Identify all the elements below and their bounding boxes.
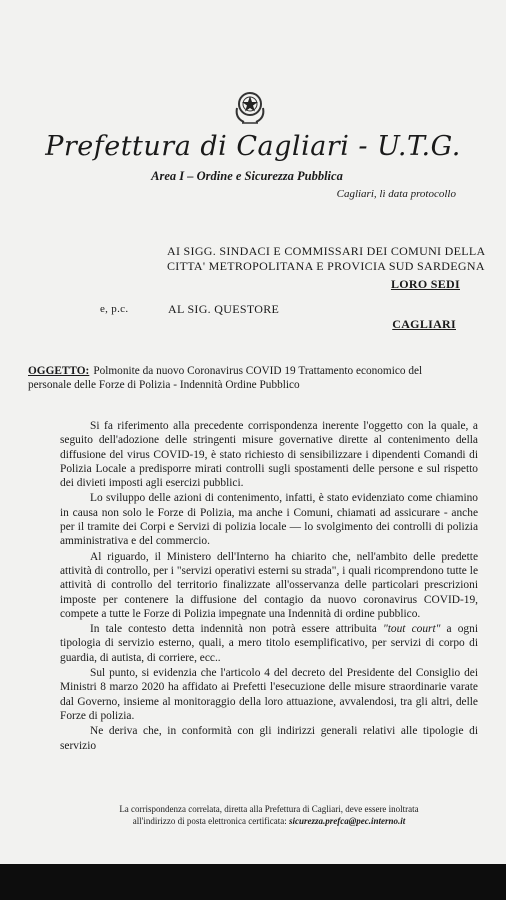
paragraph-4 [60,622,478,665]
paragraph-5: Sul punto, si evidenzia che l'articolo 4 del decreto del Presidente del Consiglio dei Ministri 8 marzo 2020 ha affidato ai Prefetti l'esecuzione delle misure straordinarie varate dal Governo, insieme al monitoraggio della loro attuazione, avvalendosi, tra gli altri, delle Forze di polizia. [60,667,478,722]
recipient-line-2: CITTA' METROPOLITANA E PROVICIA SUD SARDEGNA [167,259,485,273]
italian-republic-emblem-icon [232,86,268,126]
recipient-line-1: AI SIGG. SINDACI E COMMISSARI DEI COMUNI DELLA [167,244,486,258]
letter-body [60,419,478,754]
paragraph-4-quote: "tout court" [382,623,441,636]
paragraph-4-end: a ogni tipologia di servizio esterno, quali, a mero titolo esemplificativo, per servizi di corpo di guardia, di autista, di corriere, ecc.. [60,623,478,664]
dateline: Cagliari, lì data protocollo [336,188,456,200]
footer-line-2-prefix: all'indirizzo di posta elettronica certificata: [132,816,290,826]
footer-line-2 [60,815,478,827]
paragraph-4-start: In tale contesto detta indennità non potrà essere attribuita [90,623,383,636]
subject-label: OGGETTO: [28,365,90,377]
subject-text: Polmonite da nuovo Coronavirus COVID 19 Trattamento economico del personale delle Forze di Polizia - Indennità Ordine Pubblico [28,365,423,391]
cc-recipient: AL SIG. QUESTORE [168,302,280,316]
paragraph-1: Si fa riferimento alla precedente corrispondenza inerente l'oggetto con la quale, a seguito dell'adozione delle stringenti misure governative dirette al contenimento della diffusione del virus COVID-19, è stato richiesto di sensibilizzare i dipendenti Comandi di Polizia Locale a predisporre mirati controlli sugli spostamenti delle persone e sul rispetto dei divieti imposti agli esercizi pubblici. [60,420,478,490]
footer-note [60,803,478,827]
office-area: Area I – Ordine e Sicurezza Pubblica [151,169,343,183]
paragraph-6: Ne deriva che, in conformità con gli indirizzi generali relativi alle tipologie di servizio [60,725,478,752]
cc-city: CAGLIARI [392,317,456,331]
recipient-loro-sedi: LORO SEDI [390,277,460,291]
paragraph-2: Lo sviluppo delle azioni di contenimento, infatti, è stato evidenziato come chiamino in causa non solo le Forze di Polizia, ma anche i Comuni, chiamati ad assicurare - anche per il tramite dei Corpi e Servizi di polizia locale — lo svolgimento dei controlli di polizia amministrativa e del commercio. [60,492,478,548]
subject-block [28,364,468,392]
office-name: Prefettura di Cagliari - U.T.G. [45,131,461,162]
cc-prefix: e, p.c. [100,303,129,315]
footer-email-link[interactable]: sicurezza.prefca@pec.interno.it [289,816,406,826]
bottom-black-band [0,864,506,900]
footer-line-1: La corrispondenza correlata, diretta alla Prefettura di Cagliari, deve essere inoltrata [119,804,419,814]
paragraph-3: Al riguardo, il Ministero dell'Interno ha chiarito che, nell'ambito delle predette attività di controllo, per i "servizi operativi esterni su strada", i quali ricomprendono tutte le attività di controllo del territorio finalizzate all'osservanza delle particolari prescrizioni imposte per contenere la diffusione del contagio da nuovo coronavirus COVID-19, compete a tutte le Forze di Polizia impegnate una Indennità di ordine pubblico. [60,550,478,620]
